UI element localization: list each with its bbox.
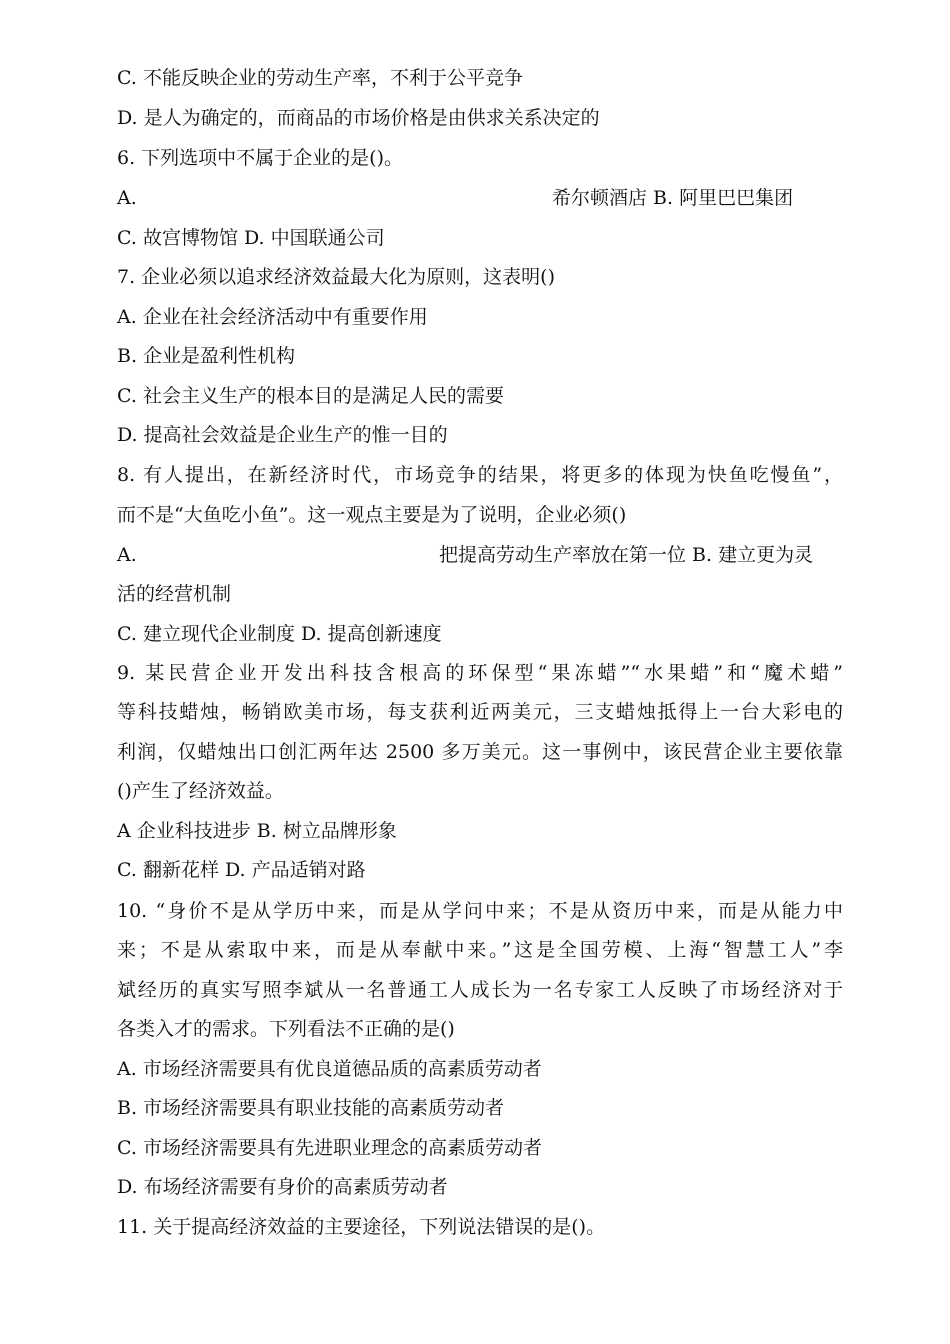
option-8cd: C. 建立现代企业制度 D. 提高创新速度 [117,623,442,645]
option-7b: B. 企业是盈利性机构 [117,345,296,367]
option-10a: A. 市场经济需要具有优良道德品质的高素质劳动者 [117,1058,542,1080]
option-5d: D. 是人为确定的，而商品的市场价格是由供求关系决定的 [117,107,600,129]
question-8-line-1: 8. 有人提出，在新经济时代，市场竞争的结果，将更多的体现为快鱼吃慢鱼”， [117,464,843,486]
option-10b: B. 市场经济需要具有职业技能的高素质劳动者 [117,1097,505,1119]
option-9ab: A 企业科技进步 B. 树立品牌形象 [117,820,397,842]
option-10c: C. 市场经济需要具有先进职业理念的高素质劳动者 [117,1137,542,1159]
question-8-line-2: 而不是“大鱼吃小鱼”。这一观点主要是为了说明，企业必须() [117,504,627,526]
option-6a-label: A. [117,187,137,209]
question-9-line-3: 利润，仅蜡烛出口创汇两年达 2500 多万美元。这一事例中，该民营企业主要依靠 [117,741,843,763]
question-9-line-4: ()产生了经济效益。 [117,780,284,802]
option-7d: D. 提高社会效益是企业生产的惟一目的 [117,424,448,446]
question-10-line-2: 来；不是从索取中来，而是从奉献中来。”这是全国劳模、上海“智慧工人”李 [117,939,843,961]
option-6ab: 希尔顿酒店 B. 阿里巴巴集团 [552,187,794,209]
question-9-line-1: 9. 某民营企业开发出科技含根高的环保型“果冻蜡”“水果蜡”和“魔术蜡” [117,662,843,684]
question-11: 11. 关于提高经济效益的主要途径，下列说法错误的是()。 [117,1216,606,1238]
option-8ab: 把提高劳动生产率放在第一位 B. 建立更为灵 [439,544,814,566]
option-8a-label: A. [117,544,137,566]
option-7a: A. 企业在社会经济活动中有重要作用 [117,306,428,328]
option-5c: C. 不能反映企业的劳动生产率，不利于公平竞争 [117,67,523,89]
option-8ab-cont: 活的经营机制 [117,583,232,605]
question-10-line-1: 10. “身价不是从学历中来，而是从学问中来；不是从资历中来，而是从能力中 [117,900,843,922]
option-7c: C. 社会主义生产的根本目的是满足人民的需要 [117,385,504,407]
option-6cd: C. 故宫博物馆 D. 中国联通公司 [117,227,385,249]
question-10-line-3: 斌经历的真实写照李斌从一名普通工人成长为一名专家工人反映了市场经济对于 [117,979,843,1001]
question-9-line-2: 等科技蜡烛，畅销欧美市场，每支获利近两美元，三支蜡烛抵得上一台大彩电的 [117,701,843,723]
option-10d: D. 布场经济需要有身价的高素质劳动者 [117,1176,448,1198]
question-6: 6. 下列选项中不属于企业的是()。 [117,147,403,169]
question-10-line-4: 各类入才的需求。下列看法不正确的是() [117,1018,455,1040]
question-7: 7. 企业必须以追求经济效益最大化为原则，这表明() [117,266,555,288]
option-9cd: C. 翻新花样 D. 产品适销对路 [117,859,366,881]
